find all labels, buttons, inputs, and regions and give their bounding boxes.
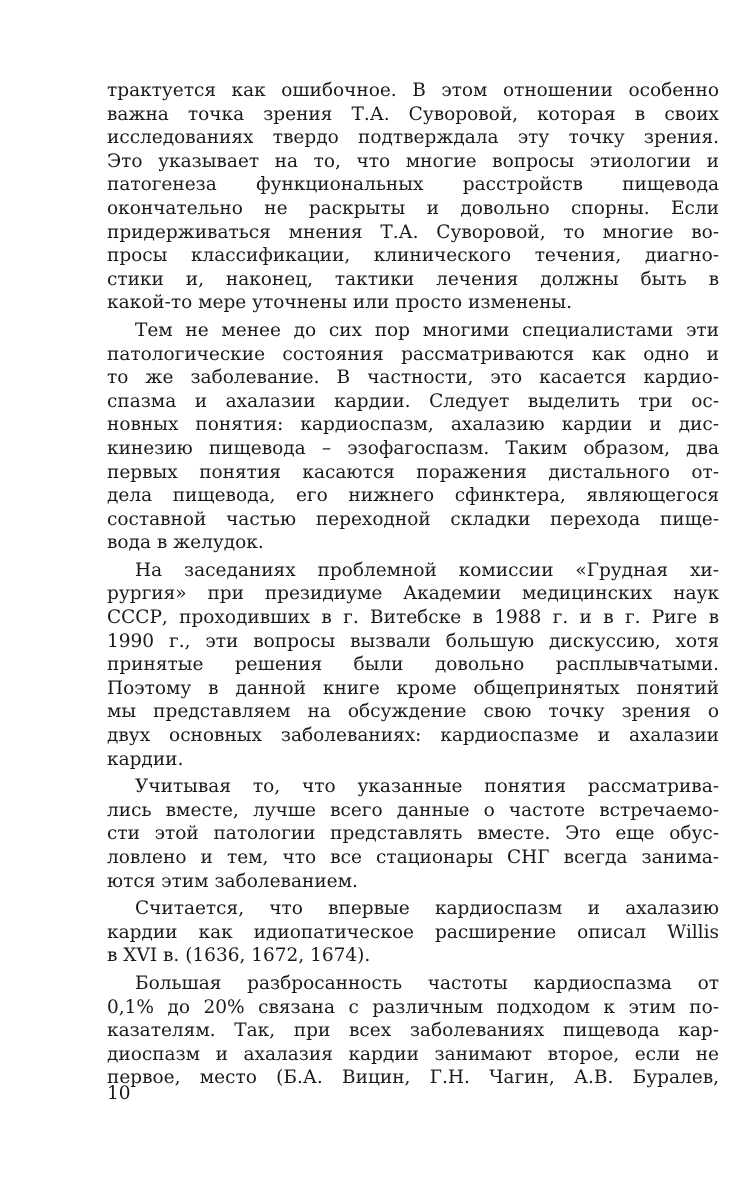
paragraph (107, 319, 719, 555)
paragraph (107, 972, 719, 1090)
text-line: придерживаться мнения Т.А. Суворовой, то многие во- (107, 221, 719, 243)
text-line: СССР, проходивших в г. Витебске в 1988 г. и в г. Риге в (107, 607, 719, 629)
text-line: трактуется как ошибочное. В этом отношении особенно (107, 80, 719, 101)
text-line: На заседаниях проблемной комиссии «Грудная хи- (135, 559, 719, 581)
text-line: Большая разбросанность частоты кардиоспазма от (135, 972, 719, 994)
text-line: какой-то мере уточнены или просто изменены. (107, 292, 573, 314)
text-line: казателям. Так, при всех заболеваниях пищевода кар- (107, 1020, 719, 1042)
body-text (107, 79, 719, 1090)
text-line: сти этой патологии представлять вместе. Это еще обус- (107, 823, 719, 845)
text-line: мы представляем на обсуждение свою точку зрения о (107, 701, 719, 723)
text-line: в XVI в. (1636, 1672, 1674). (107, 945, 371, 967)
text-line: дела пищевода, его нижнего сфинктера, являющегося (107, 485, 719, 507)
text-line: ловлено и тем, что все стационары СНГ всегда занима- (107, 847, 719, 868)
paragraph (107, 897, 719, 968)
text-line: кардии как идиопатическое расширение описал Willis (107, 921, 719, 943)
text-line: двух основных заболеваниях: кардиоспазме и ахалазии (107, 725, 719, 747)
text-line: патогенеза функциональных расстройств пищевода (107, 174, 719, 196)
paragraph (107, 775, 719, 893)
text-line: принятые решения были довольно расплывчатыми. (107, 654, 719, 676)
text-line: спазма и ахалазии кардии. Следует выделить три ос- (107, 390, 719, 412)
text-line: диоспазм и ахалазия кардии занимают второе, если не (107, 1043, 719, 1065)
text-line: окончательно не раскрыты и довольно спорны. Если (107, 197, 719, 219)
text-line: важна точка зрения Т.А. Суворовой, которая в своих (107, 103, 719, 125)
text-line: кардии. (107, 748, 184, 770)
text-line: Это указывает на то, что многие вопросы этиологии и (107, 150, 719, 172)
text-line: 1990 г., эти вопросы вызвали большую дискуссию, хотя (107, 630, 719, 652)
text-line: первых понятия касаются поражения дистального от- (107, 461, 719, 483)
text-line: лись вместе, лучше всего данные о частоте встречаемо- (107, 799, 719, 821)
text-line: то же заболевание. В частности, это касается кардио- (107, 367, 719, 389)
text-line: Тем не менее до сих пор многими специалистами эти (135, 319, 719, 341)
paragraph (107, 559, 719, 771)
text-line: просы классификации, клинического течения, диагно- (107, 245, 719, 267)
text-line: стики и, наконец, тактики лечения должны быть в (107, 268, 719, 290)
text-line: 0,1% до 20% связана с различным подходом к этим по- (107, 996, 719, 1018)
page-number: 10 (107, 1083, 131, 1104)
text-line: составной частью переходной складки перехода пище- (107, 508, 719, 530)
paragraph (107, 79, 719, 315)
text-line: Поэтому в данной книге кроме общепринятых понятий (107, 677, 719, 699)
text-line: патологические состояния рассматриваются как одно и (107, 343, 719, 365)
text-line: новных понятия: кардиоспазм, ахалазию кардии и дис- (107, 414, 719, 436)
text-line: рургия» при президиуме Академии медицинских наук (107, 583, 719, 605)
text-line: Считается, что впервые кардиоспазм и ахалазию (135, 898, 719, 920)
text-line: первое, место (Б.А. Вицин, Г.Н. Чагин, А.В. Буралев, (107, 1067, 719, 1089)
text-line: ются этим заболеванием. (107, 870, 358, 892)
text-line: Учитывая то, что указанные понятия рассматрива- (135, 776, 719, 798)
text-line: кинезию пищевода – эзофагоспазм. Таким образом, два (107, 437, 719, 459)
text-line: вода в желудок. (107, 532, 264, 554)
text-line: исследованиях твердо подтверждала эту точку зрения. (107, 127, 719, 149)
